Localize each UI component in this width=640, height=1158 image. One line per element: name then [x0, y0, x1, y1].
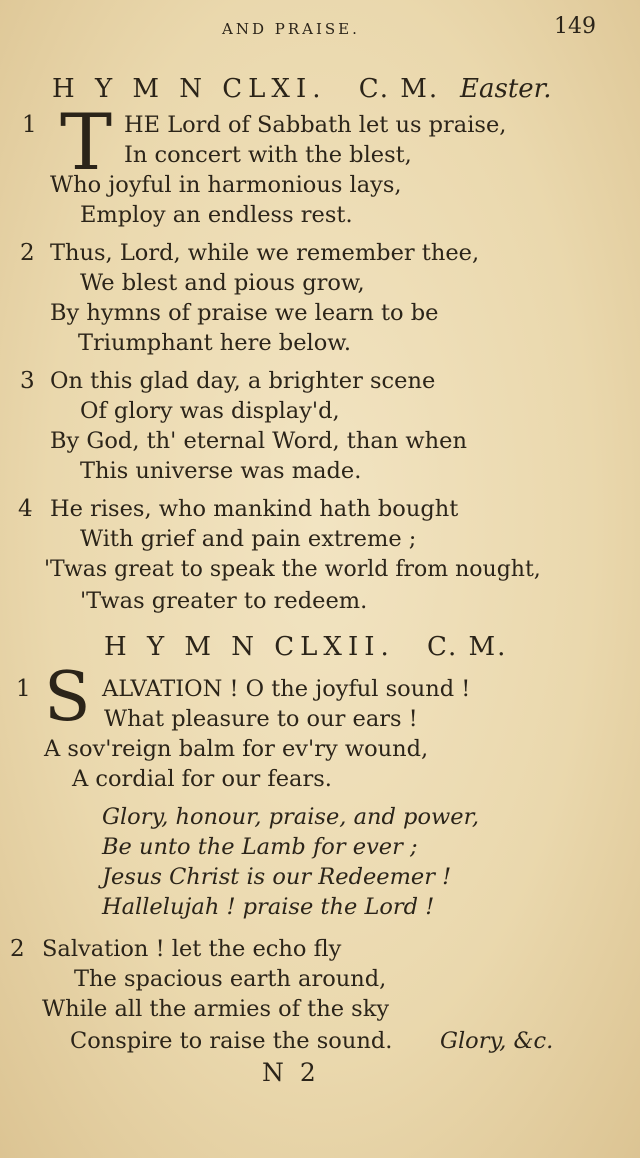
verse-number: 3 — [20, 368, 35, 394]
drop-cap: T — [60, 98, 113, 188]
running-header: AND PRAISE. — [222, 20, 360, 38]
chorus-line: Glory, honour, praise, and power, — [102, 804, 480, 830]
hymn-161-meter: C. M. — [358, 74, 440, 104]
verse-line: A cordial for our fears. — [72, 766, 332, 792]
verse-line: Of glory was display'd, — [80, 398, 340, 424]
verse-line: This universe was made. — [80, 458, 362, 484]
verse-line: 'Twas greater to redeem. — [80, 588, 368, 614]
chorus-line: Jesus Christ is our Redeemer ! — [102, 864, 452, 890]
verse-number: 2 — [10, 936, 25, 962]
verse-line: HE Lord of Sabbath let us praise, — [124, 112, 507, 138]
refrain-cue: Glory, &c. — [440, 1028, 554, 1054]
verse-line: Who joyful in harmonious lays, — [50, 172, 402, 198]
verse-line: Thus, Lord, while we remember thee, — [50, 240, 480, 266]
verse-line: Triumphant here below. — [78, 330, 352, 356]
verse-number: 4 — [18, 496, 33, 522]
verse-line: What pleasure to our ears ! — [104, 706, 418, 732]
verse-line: ALVATION ! O the joyful sound ! — [102, 676, 471, 702]
hymn-161-number: H Y M N CLXI. — [52, 74, 327, 104]
verse-number: 2 — [20, 240, 35, 266]
hymn-162-number: H Y M N CLXII. — [104, 632, 395, 662]
verse-line: On this glad day, a brighter scene — [50, 368, 436, 394]
chorus-line: Hallelujah ! praise the Lord ! — [102, 894, 435, 920]
verse-line: By God, th' eternal Word, than when — [50, 428, 467, 454]
verse-line: While all the armies of the sky — [42, 996, 390, 1022]
verse-number: 1 — [22, 112, 37, 138]
verse-line: By hymns of praise we learn to be — [50, 300, 439, 326]
verse-line: He rises, who mankind hath bought — [50, 496, 459, 522]
verse-number: 1 — [16, 676, 31, 702]
verse-line: 'Twas great to speak the world from nought, — [44, 557, 541, 582]
verse-line: The spacious earth around, — [74, 966, 387, 992]
verse-line: With grief and pain extreme ; — [80, 526, 417, 552]
page-number: 149 — [554, 14, 596, 39]
drop-cap: S — [44, 658, 91, 737]
hymn-162-title — [104, 632, 507, 662]
hymn-162-meter: C. M. — [427, 632, 508, 662]
verse-line: Salvation ! let the echo fly — [42, 936, 342, 962]
verse-line: Conspire to raise the sound. — [70, 1028, 393, 1054]
verse-line: We blest and pious grow, — [80, 270, 365, 296]
chorus-line: Be unto the Lamb for ever ; — [102, 834, 418, 860]
verse-line: A sov'reign balm for ev'ry wound, — [44, 736, 429, 762]
hymn-161-occasion: Easter. — [460, 74, 552, 104]
verse-line: In concert with the blest, — [124, 142, 412, 168]
signature-mark: N 2 — [262, 1058, 320, 1087]
verse-line: Employ an endless rest. — [80, 202, 353, 228]
